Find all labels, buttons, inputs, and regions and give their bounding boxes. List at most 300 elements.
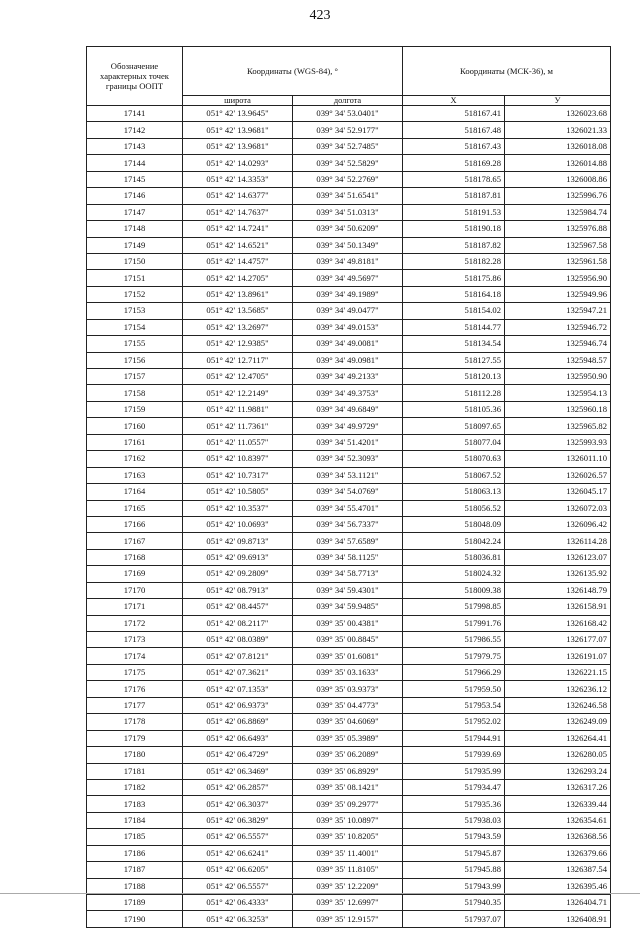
point-id-cell: 17180 xyxy=(87,747,183,763)
longitude-cell: 039° 34' 52.5829" xyxy=(293,155,403,171)
x-cell: 518120.13 xyxy=(403,369,505,385)
longitude-cell: 039° 34' 58.1125" xyxy=(293,549,403,565)
table-row xyxy=(87,352,611,368)
table-row xyxy=(87,763,611,779)
x-cell: 517953.54 xyxy=(403,697,505,713)
y-cell: 1325954.13 xyxy=(505,385,611,401)
table-row xyxy=(87,599,611,615)
point-id-cell: 17163 xyxy=(87,467,183,483)
y-cell: 1326008.86 xyxy=(505,171,611,187)
longitude-cell: 039° 35' 06.2089" xyxy=(293,747,403,763)
x-cell: 517934.47 xyxy=(403,779,505,795)
y-cell: 1326135.92 xyxy=(505,566,611,582)
point-id-cell: 17179 xyxy=(87,730,183,746)
latitude-cell: 051° 42' 14.3353" xyxy=(183,171,293,187)
y-cell: 1326408.91 xyxy=(505,911,611,927)
latitude-cell: 051° 42' 06.5557" xyxy=(183,878,293,894)
y-cell: 1325996.76 xyxy=(505,188,611,204)
longitude-cell: 039° 34' 49.3753" xyxy=(293,385,403,401)
point-id-cell: 17187 xyxy=(87,862,183,878)
table-row xyxy=(87,582,611,598)
x-cell: 517943.99 xyxy=(403,878,505,894)
point-id-cell: 17147 xyxy=(87,204,183,220)
table-row xyxy=(87,385,611,401)
y-cell: 1325946.72 xyxy=(505,319,611,335)
y-cell: 1326280.05 xyxy=(505,747,611,763)
x-cell: 518167.48 xyxy=(403,122,505,138)
x-cell: 518009.38 xyxy=(403,582,505,598)
table-body xyxy=(87,106,611,928)
y-cell: 1325946.74 xyxy=(505,336,611,352)
point-id-cell: 17143 xyxy=(87,138,183,154)
x-cell: 517959.50 xyxy=(403,681,505,697)
page-bottom-rule xyxy=(0,893,640,894)
table-row xyxy=(87,204,611,220)
latitude-cell: 051° 42' 13.5685" xyxy=(183,303,293,319)
longitude-cell: 039° 34' 52.7485" xyxy=(293,138,403,154)
latitude-cell: 051° 42' 06.3037" xyxy=(183,796,293,812)
latitude-cell: 051° 42' 14.4757" xyxy=(183,253,293,269)
table-row xyxy=(87,401,611,417)
table-row xyxy=(87,714,611,730)
x-cell: 517944.91 xyxy=(403,730,505,746)
table-row xyxy=(87,500,611,516)
latitude-cell: 051° 42' 14.6521" xyxy=(183,237,293,253)
y-cell: 1326123.07 xyxy=(505,549,611,565)
longitude-cell: 039° 34' 51.4201" xyxy=(293,434,403,450)
longitude-cell: 039° 34' 49.1989" xyxy=(293,286,403,302)
table-row xyxy=(87,779,611,795)
latitude-cell: 051° 42' 07.8121" xyxy=(183,648,293,664)
table-row xyxy=(87,533,611,549)
point-id-cell: 17174 xyxy=(87,648,183,664)
y-cell: 1326339.44 xyxy=(505,796,611,812)
longitude-cell: 039° 35' 04.4773" xyxy=(293,697,403,713)
coordinates-table xyxy=(86,46,611,928)
longitude-cell: 039° 35' 08.1421" xyxy=(293,779,403,795)
table-row xyxy=(87,484,611,500)
x-cell: 518187.81 xyxy=(403,188,505,204)
x-cell: 518169.28 xyxy=(403,155,505,171)
x-cell: 518067.52 xyxy=(403,467,505,483)
longitude-cell: 039° 34' 56.7337" xyxy=(293,516,403,532)
table-row xyxy=(87,270,611,286)
y-cell: 1326368.56 xyxy=(505,829,611,845)
y-cell: 1325956.90 xyxy=(505,270,611,286)
x-cell: 517986.55 xyxy=(403,632,505,648)
point-id-cell: 17158 xyxy=(87,385,183,401)
point-id-cell: 17181 xyxy=(87,763,183,779)
point-id-cell: 17190 xyxy=(87,911,183,927)
table-row xyxy=(87,747,611,763)
longitude-cell: 039° 35' 03.9373" xyxy=(293,681,403,697)
longitude-cell: 039° 35' 10.8205" xyxy=(293,829,403,845)
point-id-cell: 17188 xyxy=(87,878,183,894)
table-row xyxy=(87,516,611,532)
x-cell: 518070.63 xyxy=(403,451,505,467)
longitude-cell: 039° 35' 12.6997" xyxy=(293,895,403,911)
y-cell: 1325948.57 xyxy=(505,352,611,368)
longitude-cell: 039° 35' 11.8105" xyxy=(293,862,403,878)
point-id-cell: 17154 xyxy=(87,319,183,335)
table-row xyxy=(87,336,611,352)
longitude-cell: 039° 35' 06.8929" xyxy=(293,763,403,779)
x-cell: 518042.24 xyxy=(403,533,505,549)
latitude-cell: 051° 42' 06.3829" xyxy=(183,812,293,828)
table-row xyxy=(87,615,611,631)
longitude-cell: 039° 35' 03.1633" xyxy=(293,664,403,680)
longitude-cell: 039° 34' 54.0769" xyxy=(293,484,403,500)
x-cell: 517938.03 xyxy=(403,812,505,828)
latitude-cell: 051° 42' 13.9645" xyxy=(183,106,293,122)
longitude-cell: 039° 35' 05.3989" xyxy=(293,730,403,746)
table-row xyxy=(87,122,611,138)
point-id-cell: 17172 xyxy=(87,615,183,631)
longitude-cell: 039° 34' 51.0313" xyxy=(293,204,403,220)
x-cell: 518191.53 xyxy=(403,204,505,220)
longitude-cell: 039° 34' 52.2769" xyxy=(293,171,403,187)
y-cell: 1326317.26 xyxy=(505,779,611,795)
y-cell: 1326114.28 xyxy=(505,533,611,549)
latitude-cell: 051° 42' 06.4729" xyxy=(183,747,293,763)
point-id-cell: 17142 xyxy=(87,122,183,138)
x-cell: 518167.43 xyxy=(403,138,505,154)
latitude-cell: 051° 42' 09.2809" xyxy=(183,566,293,582)
x-cell: 518077.04 xyxy=(403,434,505,450)
x-cell: 518154.02 xyxy=(403,303,505,319)
table-row xyxy=(87,549,611,565)
latitude-cell: 051° 42' 14.0293" xyxy=(183,155,293,171)
longitude-cell: 039° 34' 49.0153" xyxy=(293,319,403,335)
latitude-cell: 051° 42' 08.0389" xyxy=(183,632,293,648)
y-cell: 1326158.91 xyxy=(505,599,611,615)
point-id-cell: 17162 xyxy=(87,451,183,467)
latitude-cell: 051° 42' 12.2149" xyxy=(183,385,293,401)
x-cell: 518167.41 xyxy=(403,106,505,122)
latitude-cell: 051° 42' 06.6241" xyxy=(183,845,293,861)
point-id-cell: 17175 xyxy=(87,664,183,680)
point-id-cell: 17177 xyxy=(87,697,183,713)
longitude-cell: 039° 34' 59.9485" xyxy=(293,599,403,615)
x-cell: 517935.99 xyxy=(403,763,505,779)
header-y: У xyxy=(505,96,611,106)
point-id-cell: 17184 xyxy=(87,812,183,828)
x-cell: 518105.36 xyxy=(403,401,505,417)
point-id-cell: 17186 xyxy=(87,845,183,861)
point-id-cell: 17155 xyxy=(87,336,183,352)
latitude-cell: 051° 42' 10.0693" xyxy=(183,516,293,532)
latitude-cell: 051° 42' 06.2857" xyxy=(183,779,293,795)
table-row xyxy=(87,845,611,861)
point-id-cell: 17164 xyxy=(87,484,183,500)
latitude-cell: 051° 42' 10.8397" xyxy=(183,451,293,467)
point-id-cell: 17159 xyxy=(87,401,183,417)
y-cell: 1326293.24 xyxy=(505,763,611,779)
y-cell: 1326379.66 xyxy=(505,845,611,861)
x-cell: 518127.55 xyxy=(403,352,505,368)
y-cell: 1325947.21 xyxy=(505,303,611,319)
longitude-cell: 039° 34' 51.6541" xyxy=(293,188,403,204)
latitude-cell: 051° 42' 10.5805" xyxy=(183,484,293,500)
longitude-cell: 039° 35' 12.9157" xyxy=(293,911,403,927)
longitude-cell: 039° 35' 00.4381" xyxy=(293,615,403,631)
point-id-cell: 17161 xyxy=(87,434,183,450)
header-point-designation: Обозначение характерных точек границы ООПТ xyxy=(87,47,183,106)
latitude-cell: 051° 42' 14.7637" xyxy=(183,204,293,220)
point-id-cell: 17183 xyxy=(87,796,183,812)
y-cell: 1326018.08 xyxy=(505,138,611,154)
latitude-cell: 051° 42' 08.4457" xyxy=(183,599,293,615)
point-id-cell: 17149 xyxy=(87,237,183,253)
longitude-cell: 039° 34' 52.9177" xyxy=(293,122,403,138)
point-id-cell: 17146 xyxy=(87,188,183,204)
table-row xyxy=(87,648,611,664)
y-cell: 1326168.42 xyxy=(505,615,611,631)
point-id-cell: 17178 xyxy=(87,714,183,730)
x-cell: 518112.28 xyxy=(403,385,505,401)
table-row xyxy=(87,418,611,434)
latitude-cell: 051° 42' 11.9881" xyxy=(183,401,293,417)
point-id-cell: 17153 xyxy=(87,303,183,319)
table-row xyxy=(87,369,611,385)
latitude-cell: 051° 42' 06.4333" xyxy=(183,895,293,911)
longitude-cell: 039° 34' 58.7713" xyxy=(293,566,403,582)
table-row xyxy=(87,138,611,154)
header-longitude: долгота xyxy=(293,96,403,106)
y-cell: 1325950.90 xyxy=(505,369,611,385)
x-cell: 517945.87 xyxy=(403,845,505,861)
y-cell: 1326177.07 xyxy=(505,632,611,648)
x-cell: 518178.65 xyxy=(403,171,505,187)
latitude-cell: 051° 42' 09.6913" xyxy=(183,549,293,565)
x-cell: 518144.77 xyxy=(403,319,505,335)
table-row xyxy=(87,188,611,204)
y-cell: 1326221.15 xyxy=(505,664,611,680)
latitude-cell: 051° 42' 08.7913" xyxy=(183,582,293,598)
table-row xyxy=(87,829,611,845)
longitude-cell: 039° 34' 49.5697" xyxy=(293,270,403,286)
latitude-cell: 051° 42' 06.3253" xyxy=(183,911,293,927)
x-cell: 517998.85 xyxy=(403,599,505,615)
point-id-cell: 17166 xyxy=(87,516,183,532)
x-cell: 517943.59 xyxy=(403,829,505,845)
table-row xyxy=(87,664,611,680)
point-id-cell: 17170 xyxy=(87,582,183,598)
point-id-cell: 17168 xyxy=(87,549,183,565)
latitude-cell: 051° 42' 13.9681" xyxy=(183,138,293,154)
longitude-cell: 039° 35' 09.2977" xyxy=(293,796,403,812)
table-row xyxy=(87,911,611,927)
longitude-cell: 039° 35' 01.6081" xyxy=(293,648,403,664)
y-cell: 1326072.03 xyxy=(505,500,611,516)
latitude-cell: 051° 42' 07.1353" xyxy=(183,681,293,697)
y-cell: 1326264.41 xyxy=(505,730,611,746)
header-msk36: Координаты (МСК-36), м xyxy=(403,47,611,96)
table-row xyxy=(87,286,611,302)
point-id-cell: 17152 xyxy=(87,286,183,302)
table-row xyxy=(87,237,611,253)
point-id-cell: 17151 xyxy=(87,270,183,286)
longitude-cell: 039° 35' 11.4001" xyxy=(293,845,403,861)
y-cell: 1326023.68 xyxy=(505,106,611,122)
latitude-cell: 051° 42' 14.7241" xyxy=(183,221,293,237)
point-id-cell: 17157 xyxy=(87,369,183,385)
y-cell: 1325960.18 xyxy=(505,401,611,417)
longitude-cell: 039° 34' 49.9729" xyxy=(293,418,403,434)
y-cell: 1325949.96 xyxy=(505,286,611,302)
latitude-cell: 051° 42' 06.9373" xyxy=(183,697,293,713)
latitude-cell: 051° 42' 12.4705" xyxy=(183,369,293,385)
point-id-cell: 17189 xyxy=(87,895,183,911)
table-row xyxy=(87,434,611,450)
header-wgs84: Координаты (WGS-84), ° xyxy=(183,47,403,96)
y-cell: 1326148.79 xyxy=(505,582,611,598)
x-cell: 517935.36 xyxy=(403,796,505,812)
x-cell: 518190.18 xyxy=(403,221,505,237)
point-id-cell: 17160 xyxy=(87,418,183,434)
x-cell: 517979.75 xyxy=(403,648,505,664)
x-cell: 517991.76 xyxy=(403,615,505,631)
latitude-cell: 051° 42' 06.8869" xyxy=(183,714,293,730)
y-cell: 1326191.07 xyxy=(505,648,611,664)
y-cell: 1325961.58 xyxy=(505,253,611,269)
latitude-cell: 051° 42' 14.6377" xyxy=(183,188,293,204)
table-row xyxy=(87,812,611,828)
latitude-cell: 051° 42' 13.2697" xyxy=(183,319,293,335)
point-id-cell: 17169 xyxy=(87,566,183,582)
y-cell: 1326096.42 xyxy=(505,516,611,532)
longitude-cell: 039° 34' 50.1349" xyxy=(293,237,403,253)
y-cell: 1326354.61 xyxy=(505,812,611,828)
point-id-cell: 17185 xyxy=(87,829,183,845)
y-cell: 1325965.82 xyxy=(505,418,611,434)
table-row xyxy=(87,171,611,187)
longitude-cell: 039° 34' 53.1121" xyxy=(293,467,403,483)
x-cell: 518164.18 xyxy=(403,286,505,302)
y-cell: 1325984.74 xyxy=(505,204,611,220)
longitude-cell: 039° 34' 49.0981" xyxy=(293,352,403,368)
point-id-cell: 17145 xyxy=(87,171,183,187)
longitude-cell: 039° 34' 49.2133" xyxy=(293,369,403,385)
latitude-cell: 051° 42' 11.7361" xyxy=(183,418,293,434)
latitude-cell: 051° 42' 07.3621" xyxy=(183,664,293,680)
table-row xyxy=(87,106,611,122)
table-row xyxy=(87,467,611,483)
table-row xyxy=(87,632,611,648)
latitude-cell: 051° 42' 06.6493" xyxy=(183,730,293,746)
longitude-cell: 039° 34' 55.4701" xyxy=(293,500,403,516)
y-cell: 1326021.33 xyxy=(505,122,611,138)
y-cell: 1326249.09 xyxy=(505,714,611,730)
table-row xyxy=(87,451,611,467)
table-row xyxy=(87,862,611,878)
y-cell: 1325993.93 xyxy=(505,434,611,450)
point-id-cell: 17141 xyxy=(87,106,183,122)
point-id-cell: 17150 xyxy=(87,253,183,269)
x-cell: 517937.07 xyxy=(403,911,505,927)
x-cell: 517940.35 xyxy=(403,895,505,911)
longitude-cell: 039° 34' 49.6849" xyxy=(293,401,403,417)
latitude-cell: 051° 42' 12.7117" xyxy=(183,352,293,368)
longitude-cell: 039° 34' 50.6209" xyxy=(293,221,403,237)
x-cell: 518182.28 xyxy=(403,253,505,269)
latitude-cell: 051° 42' 13.8961" xyxy=(183,286,293,302)
longitude-cell: 039° 35' 12.2209" xyxy=(293,878,403,894)
y-cell: 1325967.58 xyxy=(505,237,611,253)
page-number: 423 xyxy=(309,8,331,23)
table-row xyxy=(87,221,611,237)
table-row xyxy=(87,319,611,335)
latitude-cell: 051° 42' 09.8713" xyxy=(183,533,293,549)
latitude-cell: 051° 42' 10.7317" xyxy=(183,467,293,483)
latitude-cell: 051° 42' 06.6205" xyxy=(183,862,293,878)
x-cell: 518097.65 xyxy=(403,418,505,434)
y-cell: 1326026.57 xyxy=(505,467,611,483)
point-id-cell: 17156 xyxy=(87,352,183,368)
longitude-cell: 039° 34' 57.6589" xyxy=(293,533,403,549)
longitude-cell: 039° 34' 53.0401" xyxy=(293,106,403,122)
y-cell: 1326387.54 xyxy=(505,862,611,878)
x-cell: 518056.52 xyxy=(403,500,505,516)
latitude-cell: 051° 42' 11.0557" xyxy=(183,434,293,450)
longitude-cell: 039° 34' 59.4301" xyxy=(293,582,403,598)
x-cell: 517945.88 xyxy=(403,862,505,878)
latitude-cell: 051° 42' 12.9385" xyxy=(183,336,293,352)
x-cell: 518175.86 xyxy=(403,270,505,286)
longitude-cell: 039° 35' 04.6069" xyxy=(293,714,403,730)
x-cell: 518036.81 xyxy=(403,549,505,565)
y-cell: 1326014.88 xyxy=(505,155,611,171)
y-cell: 1326045.17 xyxy=(505,484,611,500)
latitude-cell: 051° 42' 06.5557" xyxy=(183,829,293,845)
table-row xyxy=(87,681,611,697)
x-cell: 518187.82 xyxy=(403,237,505,253)
x-cell: 518063.13 xyxy=(403,484,505,500)
header-x: X xyxy=(403,96,505,106)
x-cell: 518048.09 xyxy=(403,516,505,532)
x-cell: 518134.54 xyxy=(403,336,505,352)
x-cell: 517939.69 xyxy=(403,747,505,763)
header-latitude: широта xyxy=(183,96,293,106)
point-id-cell: 17176 xyxy=(87,681,183,697)
point-id-cell: 17182 xyxy=(87,779,183,795)
latitude-cell: 051° 42' 06.3469" xyxy=(183,763,293,779)
y-cell: 1326395.46 xyxy=(505,878,611,894)
point-id-cell: 17171 xyxy=(87,599,183,615)
x-cell: 517952.02 xyxy=(403,714,505,730)
y-cell: 1326011.10 xyxy=(505,451,611,467)
table-row xyxy=(87,796,611,812)
longitude-cell: 039° 34' 49.8181" xyxy=(293,253,403,269)
latitude-cell: 051° 42' 10.3537" xyxy=(183,500,293,516)
latitude-cell: 051° 42' 08.2117" xyxy=(183,615,293,631)
longitude-cell: 039° 34' 52.3093" xyxy=(293,451,403,467)
y-cell: 1326236.12 xyxy=(505,681,611,697)
longitude-cell: 039° 35' 10.0897" xyxy=(293,812,403,828)
table-row xyxy=(87,253,611,269)
y-cell: 1326404.71 xyxy=(505,895,611,911)
table-row xyxy=(87,697,611,713)
x-cell: 517966.29 xyxy=(403,664,505,680)
y-cell: 1326246.58 xyxy=(505,697,611,713)
latitude-cell: 051° 42' 13.9681" xyxy=(183,122,293,138)
longitude-cell: 039° 35' 00.8845" xyxy=(293,632,403,648)
point-id-cell: 17167 xyxy=(87,533,183,549)
table-row xyxy=(87,566,611,582)
point-id-cell: 17148 xyxy=(87,221,183,237)
table-row xyxy=(87,155,611,171)
point-id-cell: 17144 xyxy=(87,155,183,171)
